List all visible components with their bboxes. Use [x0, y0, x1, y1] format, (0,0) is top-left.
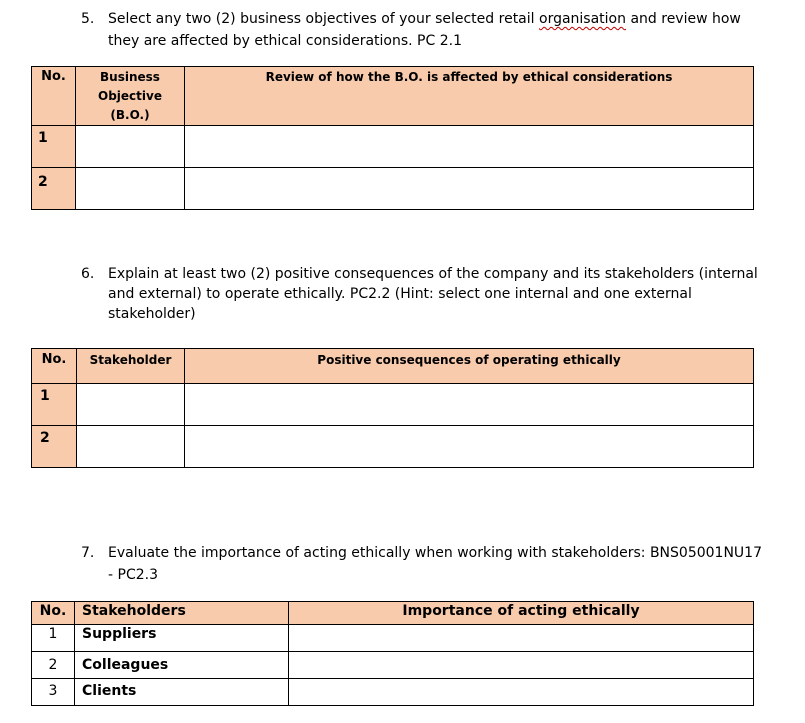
row-number: 3 [32, 679, 75, 706]
row-number: 2 [32, 426, 77, 468]
table-stakeholder-importance [31, 601, 754, 706]
review-cell[interactable] [185, 168, 754, 210]
spelling-flag[interactable]: organisation [539, 11, 626, 27]
table-stakeholder-consequences [31, 348, 754, 468]
header-no: No. [32, 349, 77, 384]
review-cell[interactable] [185, 126, 754, 168]
question-6-number: 6. [81, 266, 95, 282]
header-stakeholder: Stakeholder [77, 349, 185, 384]
stakeholder-suppliers: Suppliers [75, 625, 289, 652]
question-7-number: 7. [81, 545, 95, 561]
question-5 [81, 8, 761, 52]
stakeholder-cell[interactable] [77, 384, 185, 426]
row-number: 1 [32, 126, 76, 168]
stakeholder-clients: Clients [75, 679, 289, 706]
question-7 [81, 542, 771, 586]
header-no: No. [32, 67, 76, 126]
consequences-cell[interactable] [185, 384, 754, 426]
objective-cell[interactable] [76, 126, 185, 168]
question-6-text: Explain at least two (2) positive consequences of the company and its stakeholders (internal and external) to operate ethically. PC2.2 (Hint: select one internal and one external stakeholder) [108, 266, 758, 322]
question-5-text: Select any two (2) business objectives of your selected retail organisation and review how they are affected by ethical considerations. PC 2.1 [108, 11, 741, 49]
consequences-cell[interactable] [185, 426, 754, 468]
question-6 [81, 264, 761, 324]
row-number: 2 [32, 168, 76, 210]
importance-cell[interactable] [289, 652, 754, 679]
header-review: Review of how the B.O. is affected by ethical considerations [185, 67, 754, 126]
objective-cell[interactable] [76, 168, 185, 210]
stakeholder-colleagues: Colleagues [75, 652, 289, 679]
table-business-objectives [31, 66, 754, 210]
row-number: 1 [32, 625, 75, 652]
header-stakeholders: Stakeholders [75, 602, 289, 625]
row-number: 2 [32, 652, 75, 679]
header-business-objective: Business Objective (B.O.) [76, 67, 185, 126]
stakeholder-cell[interactable] [77, 426, 185, 468]
header-positive-consequences: Positive consequences of operating ethically [185, 349, 754, 384]
importance-cell[interactable] [289, 679, 754, 706]
header-no: No. [32, 602, 75, 625]
header-importance: Importance of acting ethically [289, 602, 754, 625]
importance-cell[interactable] [289, 625, 754, 652]
question-5-number: 5. [81, 11, 95, 27]
row-number: 1 [32, 384, 77, 426]
question-7-text: Evaluate the importance of acting ethically when working with stakeholders: BNS05001NU17 - PC2.3 [108, 545, 762, 583]
